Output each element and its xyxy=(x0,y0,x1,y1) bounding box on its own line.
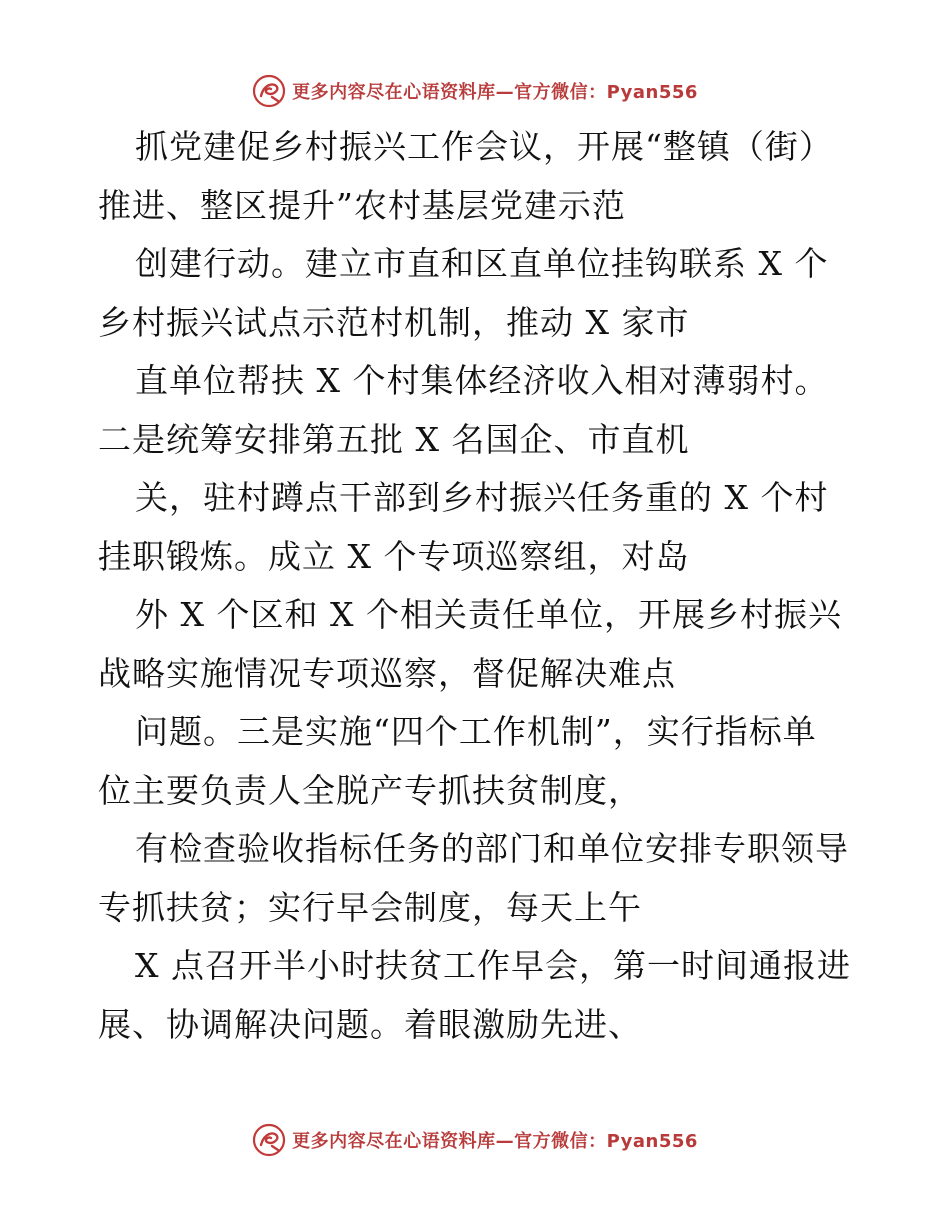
body-line: 直单位帮扶 X 个村集体经济收入相对薄弱村。 xyxy=(135,361,829,400)
body-line: 问题。三是实施“四个工作机制”，实行指标单 xyxy=(135,712,817,751)
watermark-text-top: 更多内容尽在心语资料库—官方微信：Pyan556 xyxy=(292,82,698,103)
watermark-banner-bottom xyxy=(0,1120,950,1160)
body-line: 创建行动。建立市直和区直单位挂钩联系 X 个 xyxy=(135,244,829,283)
watermark-banner-top xyxy=(0,71,950,111)
body-line: 推进、整区提升”农村基层党建示范 xyxy=(98,185,626,225)
body-line: 外 X 个区和 X 个相关责任单位，开展乡村振兴 xyxy=(135,595,842,634)
body-line: X 点召开半小时扶贫工作早会，第一时间通报进 xyxy=(135,946,851,985)
body-line: 有检查验收指标任务的部门和单位安排专职领导 xyxy=(135,829,849,868)
body-line: 专抓扶贫；实行早会制度，每天上午 xyxy=(98,887,642,927)
body-line: 位主要负责人全脱产专抓扶贫制度， xyxy=(98,770,642,810)
body-line: 二是统筹安排第五批 X 名国企、市直机 xyxy=(98,419,690,459)
body-line: 乡村振兴试点示范村机制，推动 X 家市 xyxy=(98,302,690,342)
body-line: 关，驻村蹲点干部到乡村振兴任务重的 X 个村 xyxy=(135,478,829,517)
body-line: 战略实施情况专项巡察，督促解决难点 xyxy=(98,653,676,693)
document-body xyxy=(98,118,868,1054)
red-swirl-logo-icon xyxy=(252,1123,286,1157)
watermark-text-bottom: 更多内容尽在心语资料库—官方微信：Pyan556 xyxy=(292,1131,698,1152)
red-swirl-logo-icon xyxy=(252,74,286,108)
body-line: 抓党建促乡村振兴工作会议，开展“整镇（街） xyxy=(135,127,833,166)
body-line: 展、协调解决问题。着眼激励先进、 xyxy=(98,1004,642,1044)
body-line: 挂职锻炼。成立 X 个专项巡察组，对岛 xyxy=(98,536,690,576)
